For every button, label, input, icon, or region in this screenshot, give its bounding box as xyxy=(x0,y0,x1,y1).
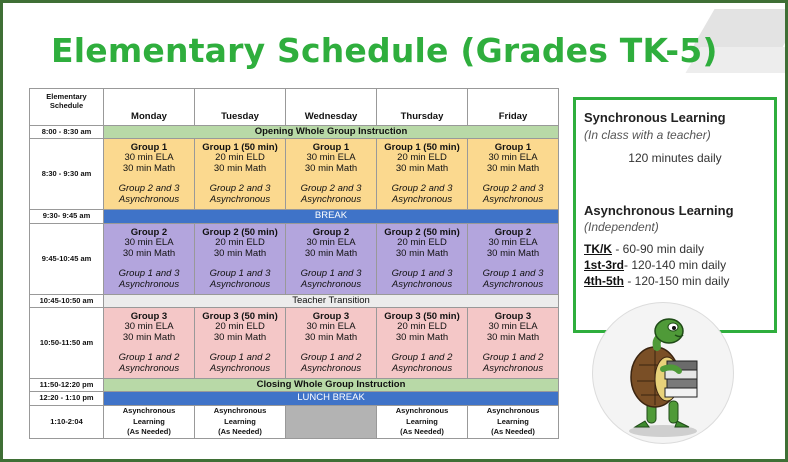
async-line: (As Needed) xyxy=(400,427,444,436)
async-note: Group 1 and 3 xyxy=(482,268,544,280)
async-heading: Asynchronous Learning xyxy=(584,203,734,218)
session-line: 20 min ELD xyxy=(397,152,447,164)
session-line: 30 min Math xyxy=(213,247,267,259)
session-line: 20 min ELD xyxy=(215,321,265,333)
async-line: Asynchronous xyxy=(213,406,267,415)
transition-bar: Teacher Transition xyxy=(104,295,559,308)
grade-row xyxy=(584,258,726,272)
async-note: Group 1 and 2 xyxy=(300,352,362,364)
async-note: Group 1 and 2 xyxy=(391,352,453,364)
final-row xyxy=(30,406,559,439)
async-cell xyxy=(104,406,195,439)
async-note: Asynchronous xyxy=(300,278,362,290)
session-line: 30 min Math xyxy=(304,247,358,259)
day-wednesday: Wednesday xyxy=(286,89,377,126)
block-row xyxy=(30,308,559,379)
async-note: Asynchronous xyxy=(391,362,453,374)
opening-row xyxy=(30,126,559,139)
async-subheading: (Independent) xyxy=(584,220,659,234)
mascot-circle xyxy=(593,303,733,443)
async-note: Group 1 and 3 xyxy=(300,268,362,280)
session-line: 30 min Math xyxy=(486,331,540,343)
async-note: Asynchronous xyxy=(391,278,453,290)
async-line: Asynchronous xyxy=(395,406,449,415)
block-row xyxy=(30,224,559,295)
lunch-bar: LUNCH BREAK xyxy=(104,392,559,406)
async-cell xyxy=(377,406,468,439)
async-note: Asynchronous xyxy=(300,193,362,205)
session-line: 30 min Math xyxy=(122,162,176,174)
group-cell xyxy=(377,308,468,379)
group-name: Group 3 (50 min) xyxy=(202,310,278,322)
async-line: (As Needed) xyxy=(127,427,171,436)
group-name: Group 1 (50 min) xyxy=(202,141,278,153)
group-name: Group 1 xyxy=(312,141,350,153)
grade-label: 4th-5th xyxy=(584,274,624,288)
time-label: 9:30- 9:45 am xyxy=(30,210,104,224)
break-row xyxy=(30,210,559,224)
grade-label: 1st-3rd xyxy=(584,258,625,272)
session-line: 30 min Math xyxy=(304,162,358,174)
async-note: Group 1 and 3 xyxy=(209,268,271,280)
group-cell xyxy=(468,224,559,295)
session-line: 30 min ELA xyxy=(124,237,174,249)
async-note: Asynchronous xyxy=(482,362,544,374)
async-line: Asynchronous xyxy=(486,406,540,415)
async-note: Asynchronous xyxy=(118,362,180,374)
async-line: Learning xyxy=(133,416,165,426)
async-line: (As Needed) xyxy=(218,427,262,436)
async-cell xyxy=(468,406,559,439)
day-tuesday: Tuesday xyxy=(195,89,286,126)
session-line: 30 min ELA xyxy=(306,321,356,333)
group-name: Group 3 xyxy=(312,310,350,322)
async-line: (As Needed) xyxy=(491,427,535,436)
session-line: 30 min ELA xyxy=(488,152,538,164)
async-line: Asynchronous xyxy=(122,406,176,415)
group-cell xyxy=(104,224,195,295)
group-cell xyxy=(377,139,468,210)
group-name: Group 2 (50 min) xyxy=(384,226,460,238)
async-note: Group 2 and 3 xyxy=(300,183,362,195)
group-cell xyxy=(104,308,195,379)
session-line: 30 min Math xyxy=(486,162,540,174)
group-name: Group 2 (50 min) xyxy=(202,226,278,238)
group-name: Group 3 (50 min) xyxy=(384,310,460,322)
async-note: Asynchronous xyxy=(209,193,271,205)
session-line: 30 min Math xyxy=(122,331,176,343)
async-note: Asynchronous xyxy=(118,278,180,290)
session-line: 30 min Math xyxy=(122,247,176,259)
group-cell xyxy=(195,139,286,210)
time-label: 12:20 - 1:10 pm xyxy=(30,392,104,406)
async-note: Asynchronous xyxy=(118,193,180,205)
async-note: Group 1 and 2 xyxy=(118,352,180,364)
group-name: Group 1 xyxy=(130,141,168,153)
transition-row xyxy=(30,295,559,308)
session-line: 30 min Math xyxy=(213,162,267,174)
closing-row xyxy=(30,379,559,392)
session-line: 30 min ELA xyxy=(306,152,356,164)
corner-label: Elementary Schedule xyxy=(30,89,104,126)
block-row xyxy=(30,139,559,210)
closing-bar: Closing Whole Group Instruction xyxy=(104,379,559,392)
group-cell xyxy=(468,139,559,210)
learning-info-panel xyxy=(573,97,777,333)
time-label: 9:45-10:45 am xyxy=(30,224,104,295)
async-note: Group 1 and 3 xyxy=(118,268,180,280)
session-line: 30 min ELA xyxy=(488,321,538,333)
async-note: Group 1 and 2 xyxy=(209,352,271,364)
group-name: Group 1 (50 min) xyxy=(384,141,460,153)
async-note: Group 2 and 3 xyxy=(209,183,271,195)
group-cell xyxy=(286,308,377,379)
opening-bar: Opening Whole Group Instruction xyxy=(104,126,559,139)
session-line: 20 min ELD xyxy=(215,237,265,249)
group-cell xyxy=(286,139,377,210)
session-line: 30 min Math xyxy=(395,247,449,259)
sync-heading: Synchronous Learning xyxy=(584,110,726,125)
async-note: Asynchronous xyxy=(391,193,453,205)
group-name: Group 2 xyxy=(312,226,350,238)
group-cell xyxy=(195,224,286,295)
session-line: 30 min Math xyxy=(395,331,449,343)
session-line: 20 min ELD xyxy=(397,321,447,333)
group-cell xyxy=(286,224,377,295)
group-cell xyxy=(377,224,468,295)
async-note: Asynchronous xyxy=(482,278,544,290)
grade-row xyxy=(584,274,729,288)
page-title: Elementary Schedule (Grades TK-5) xyxy=(51,31,718,70)
day-monday: Monday xyxy=(104,89,195,126)
group-name: Group 2 xyxy=(130,226,168,238)
async-line: Learning xyxy=(224,416,256,426)
day-friday: Friday xyxy=(468,89,559,126)
header-row xyxy=(30,89,559,126)
sync-minutes: 120 minutes daily xyxy=(628,151,722,165)
grade-row xyxy=(584,242,704,256)
async-note: Group 2 and 3 xyxy=(482,183,544,195)
session-line: 30 min Math xyxy=(304,331,358,343)
time-label: 11:50-12:20 pm xyxy=(30,379,104,392)
session-line: 30 min ELA xyxy=(488,237,538,249)
session-line: 20 min ELD xyxy=(397,237,447,249)
session-line: 30 min Math xyxy=(213,331,267,343)
grade-minutes: - 120-140 min daily xyxy=(624,258,727,272)
async-note: Group 2 and 3 xyxy=(391,183,453,195)
lunch-row xyxy=(30,392,559,406)
group-name: Group 3 xyxy=(130,310,168,322)
session-line: 30 min ELA xyxy=(124,321,174,333)
schedule-table xyxy=(29,88,559,439)
session-line: 30 min ELA xyxy=(124,152,174,164)
grade-label: TK/K xyxy=(584,242,612,256)
session-line: 30 min ELA xyxy=(306,237,356,249)
group-name: Group 3 xyxy=(494,310,532,322)
async-note: Group 2 and 3 xyxy=(118,183,180,195)
session-line: 20 min ELD xyxy=(215,152,265,164)
group-name: Group 1 xyxy=(494,141,532,153)
session-line: 30 min Math xyxy=(486,247,540,259)
async-note: Asynchronous xyxy=(209,362,271,374)
empty-cell xyxy=(286,406,377,439)
async-note: Group 1 and 3 xyxy=(391,268,453,280)
day-thursday: Thursday xyxy=(377,89,468,126)
group-cell xyxy=(104,139,195,210)
async-note: Group 1 and 2 xyxy=(482,352,544,364)
session-line: 30 min Math xyxy=(395,162,449,174)
time-label: 8:30 - 9:30 am xyxy=(30,139,104,210)
async-note: Asynchronous xyxy=(300,362,362,374)
sync-subheading: (In class with a teacher) xyxy=(584,128,711,142)
turtle-mascot-icon xyxy=(593,303,733,443)
group-cell xyxy=(468,308,559,379)
time-label: 10:50-11:50 am xyxy=(30,308,104,379)
time-label: 1:10-2:04 xyxy=(30,406,104,439)
async-cell xyxy=(195,406,286,439)
grade-minutes: - 120-150 min daily xyxy=(624,274,730,288)
group-name: Group 2 xyxy=(494,226,532,238)
async-line: Learning xyxy=(406,416,438,426)
grade-minutes: - 60-90 min daily xyxy=(612,242,705,256)
async-note: Asynchronous xyxy=(482,193,544,205)
async-line: Learning xyxy=(497,416,529,426)
time-label: 10:45-10:50 am xyxy=(30,295,104,308)
async-note: Asynchronous xyxy=(209,278,271,290)
group-cell xyxy=(195,308,286,379)
break-bar: BREAK xyxy=(104,210,559,224)
time-label: 8:00 - 8:30 am xyxy=(30,126,104,139)
